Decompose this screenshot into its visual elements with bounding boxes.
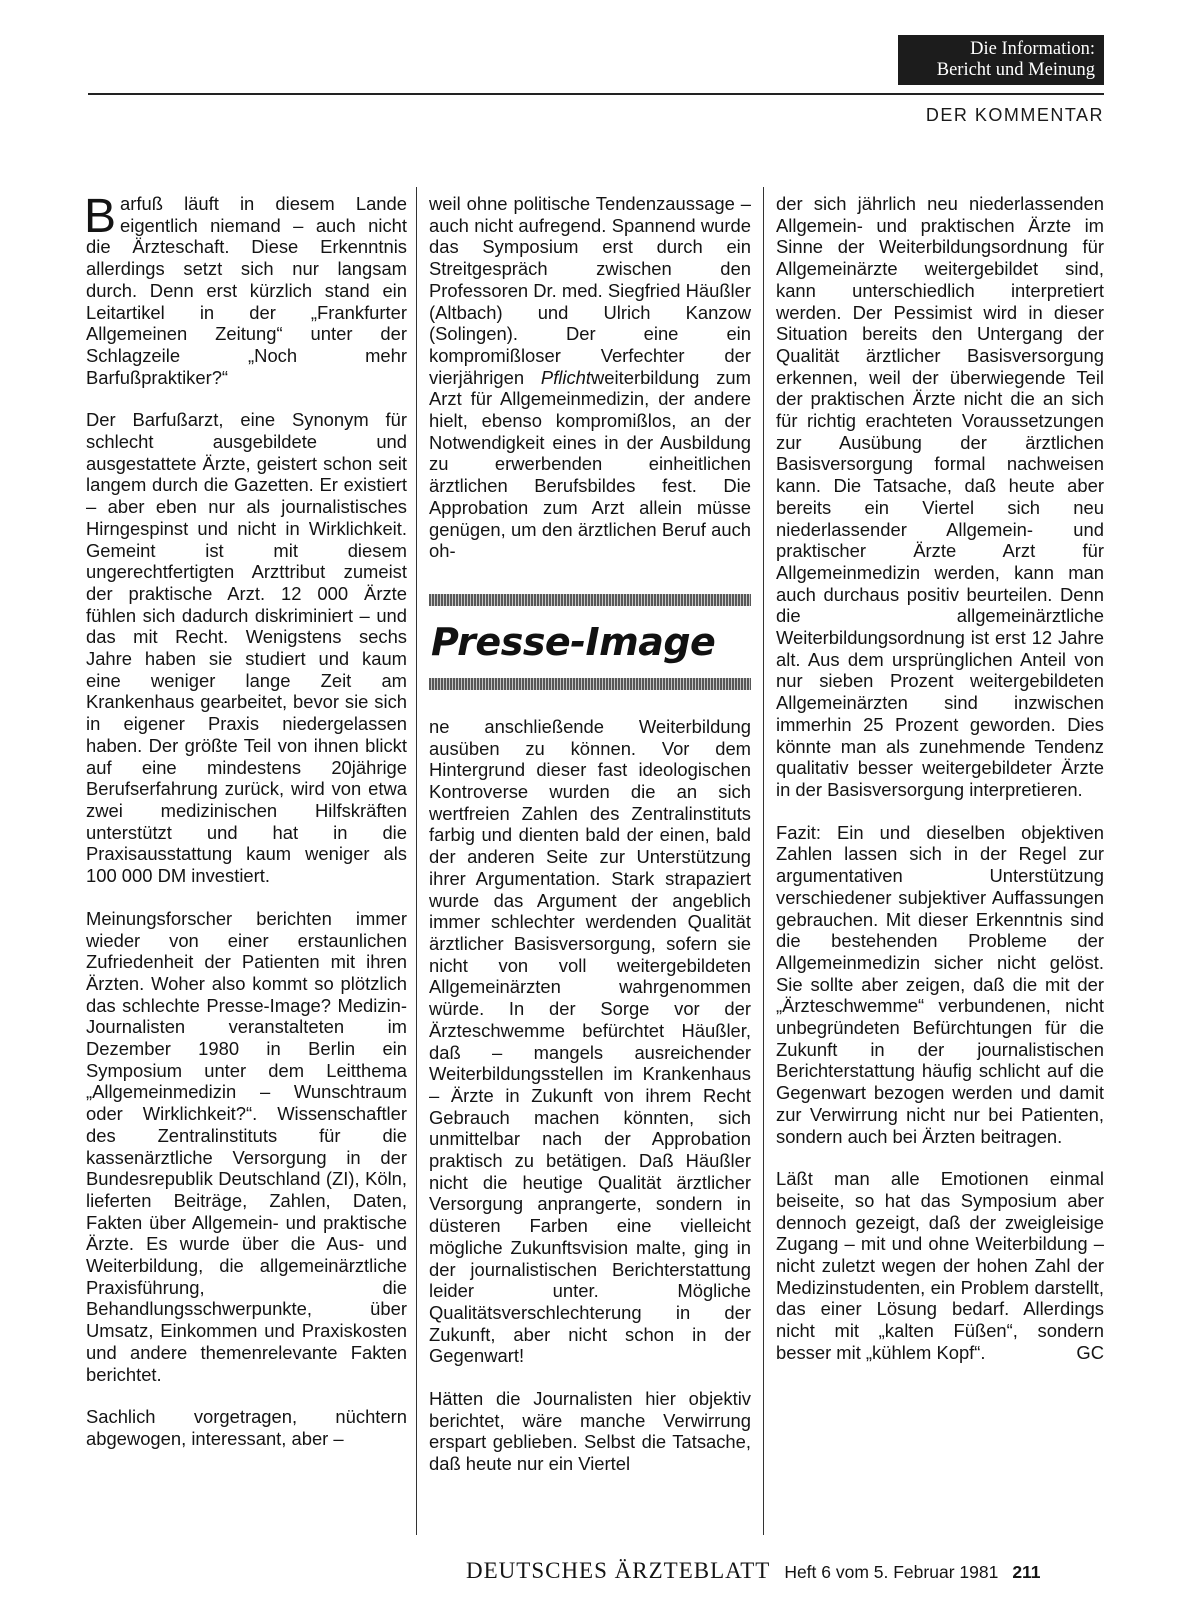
header-rule [88, 93, 1104, 95]
article-column-2 [429, 193, 751, 1496]
page-footer [466, 1558, 1041, 1584]
headline-rule-top [429, 594, 751, 606]
paragraph-text: ne anschließende Weiterbildung ausüben zu können. Vor dem Hintergrund dieser fast ideologischen Kontroverse wurden die an sich wertfreien Zahlen des Zentralinstituts farbig und dienten bald der einen, bald der anderen Seite zur Unterstützung ihrer Argumentation. Stark strapaziert wurde das Argument der angeblich immer schlechter werdenden Qualität ärztlicher Basisversorgung, sofern sie nicht von voll weitergebildeten Allgemeinärzten wahrgenommen würde. In der Sorge vor der Ärzteschwemme befürchtet Häußler, daß – mangels ausreichender Weiterbildungsstellen im Krankenhaus – Ärzte in Zukunft von ihrem Recht Gebrauch machen könnten, sich unmittelbar nach der Approbation praktisch zu betätigen. Daß Häußler nicht die heutige Qualität ärztlicher Versorgung anprangerte, sondern in düsteren Farben eine vielleicht mögliche Zukunftsvision malte, ging in der journalistischen Berichterstattung leider unter. Mögliche Qualitätsverschlechterung in der Zukunft, aber nicht schon in der Gegenwart! [429, 715, 751, 1367]
banner-line-2: Bericht und Meinung [936, 60, 1095, 80]
drop-cap: B [84, 190, 117, 243]
headline: Presse-Image [431, 619, 716, 664]
paragraph-text: Läßt man alle Emotionen einmal beiseite, so hat das Symposium aber dennoch gezeigt, daß der zweigleisige Zugang – mit und ohne Weiterbildung – nicht zuletzt wegen der hohen Zahl der Medizinstudenten, ein Problem darstellt, das einer Lösung bedarf. Allerdings nicht mit „kalten Füßen“, sondern besser mit „kühlem Kopf“. [776, 1168, 1104, 1363]
paragraph: der sich jährlich neu niederlassenden Allgemein- und praktischen Ärzte im Sinne der Weiterbildungsordnung für Allgemeinärzte weitergebildet sind, kann unterschiedlich interpretiert werden. Der Pessimist wird in dieser Situation bereits den Untergang der Qualität ärztlicher Basisversorgung erkennen, weil der überwiegende Teil der praktischen Ärzte nicht die an sich für richtig erachteten Voraussetzungen zur Ausübung der ärztlichen Basisversorgung formal nachweisen kann. Die Tatsache, daß heute aber bereits ein Viertel sich neu niederlassender Allgemein- und praktischer Ärzte Arzt für Allgemeinmedizin werden, kann man auch durchaus positiv beurteilen. Denn die allgemeinärztliche Weiterbildungsordnung ist erst 12 Jahre alt. Aus dem ursprünglichen Anteil von nur sieben Prozent weitergebildeten Allgemeinärzten sind inzwischen immerhin 25 Prozent geworden. Dies könnte man als zunehmende Tendenz qualitativ besser weitergebildeter Ärzte in der Basisversorgung interpretieren. [776, 193, 1104, 800]
magazine-name: DEUTSCHES ÄRZTEBLATT [466, 1558, 771, 1583]
page-number: 211 [1012, 1562, 1041, 1582]
column-divider [416, 187, 417, 1535]
paragraph-text: weiterbildung zum Arzt für Allgemeinmedizin, der andere hielt, ebenso kompromißlos, an der Notwendigkeit eines in der Ausbildung zu erwerbenden einheitlichen ärztlichen Berufsbildes fest. Die Approbation zum Arzt allein müsse genügen, um den ärztlichen Beruf auch oh- [429, 366, 751, 562]
paragraph [84, 190, 407, 388]
paragraph [429, 193, 751, 1367]
section-banner [898, 35, 1104, 85]
headline-rule-bottom [429, 678, 751, 690]
emphasis: Pflicht [540, 366, 592, 388]
headline-block [429, 594, 751, 690]
issue-info: Heft 6 vom 5. Februar 1981 [784, 1562, 999, 1582]
paragraph-text: weil ohne politische Tendenzaussage – auch nicht aufregend. Spannend wurde das Symposium erst durch ein Streitgespräch zwischen den Professoren Dr. med. Siegfried Häußler (Altbach) und Ulrich Kanzow (Solingen). Der eine ein kompromißloser Verfechter der vierjährigen [429, 193, 751, 388]
author-signature: GC [1076, 1341, 1104, 1363]
paragraph [776, 1168, 1104, 1363]
article-column-1 [84, 190, 407, 1471]
article-column-3 [776, 193, 1104, 1385]
paragraph: Sachlich vorgetragen, nüchtern abgewogen, interessant, aber – [86, 1406, 407, 1449]
banner-line-1: Die Information: [970, 39, 1095, 59]
paragraph: Meinungsforscher berichten immer wieder von einer erstaunlichen Zufriedenheit der Patienten mit ihren Ärzten. Woher also kommt so plötzlich das schlechte Presse-Image? Medizin-Journalisten veranstalteten im Dezember 1980 in Berlin ein Symposium unter dem Leitthema „Allgemeinmedizin – Wunschtraum oder Wirklichkeit?“. Wissenschaftler des Zentralinstituts für die kassenärztliche Versorgung in der Bundesrepublik Deutschland (ZI), Köln, lieferten Beiträge, Zahlen, Daten, Fakten über Allgemein- und praktische Ärzte. Es wurde über die Aus- und Weiterbildung, die allgemeinärztliche Praxisführung, die Behandlungsschwerpunkte, über Umsatz, Einkommen und Praxiskosten und andere themenrelevante Fakten berichtet. [86, 907, 407, 1385]
paragraph: Fazit: Ein und dieselben objektiven Zahlen lassen sich in der Regel zur argumentativen Unterstützung verschiedener subjektiver Auffassungen gebrauchen. Mit dieser Erkenntnis sind die bestehenden Probleme der Allgemeinmedizin sicher nicht gelöst. Sie sollte aber zeigen, daß die mit der „Ärzteschwemme“ verbundenen, nicht unbegründeten Befürchtungen für die Zukunft in der journalistischen Berichterstattung häufig schlicht auf die Gegenwart bezogen werden und damit zur Verwirrung nicht nur bei Patienten, sondern auch bei Ärzten beitragen. [776, 821, 1104, 1147]
paragraph: Hätten die Journalisten hier objektiv berichtet, wäre manche Verwirrung erspart geblieben. Selbst die Tatsache, daß heute nur ein Viertel [429, 1388, 751, 1475]
column-divider [763, 187, 764, 1535]
paragraph-text: arfuß läuft in diesem Lande eigentlich niemand – auch nicht die Ärzteschaft. Diese Erkenntnis allerdings setzt sich nur langsam durch. Denn erst kürzlich stand ein Leitartikel in der „Frankfurter Allgemeinen Zeitung“ unter der Schlagzeile „Noch mehr Barfußpraktiker?“ [86, 193, 407, 388]
paragraph: Der Barfußarzt, eine Synonym für schlecht ausgebildete und ausgestattete Ärzte, geistert schon seit langem durch die Gazetten. Er existiert – aber eben nur als journalistisches Hirngespinst und nicht in Wirklichkeit. Gemeint ist mit diesem ungerechtfertigten Arzttribut zumeist der praktische Arzt. 12 000 Ärzte fühlen sich dadurch diskriminiert – und das mit Recht. Wenigstens sechs Jahre haben sie studiert und kaum eine weniger lange Zeit am Krankenhaus gearbeitet, bevor sie sich in eigener Praxis niedergelassen haben. Der größte Teil von ihnen blickt auf eine mindestens 20jährige Berufserfahrung zurück, wird von etwa zwei medizinischen Hilfskräften unterstützt und hat in die Praxisausstattung kaum weniger als 100 000 DM investiert. [86, 409, 407, 887]
section-label: DER KOMMENTAR [925, 105, 1104, 125]
